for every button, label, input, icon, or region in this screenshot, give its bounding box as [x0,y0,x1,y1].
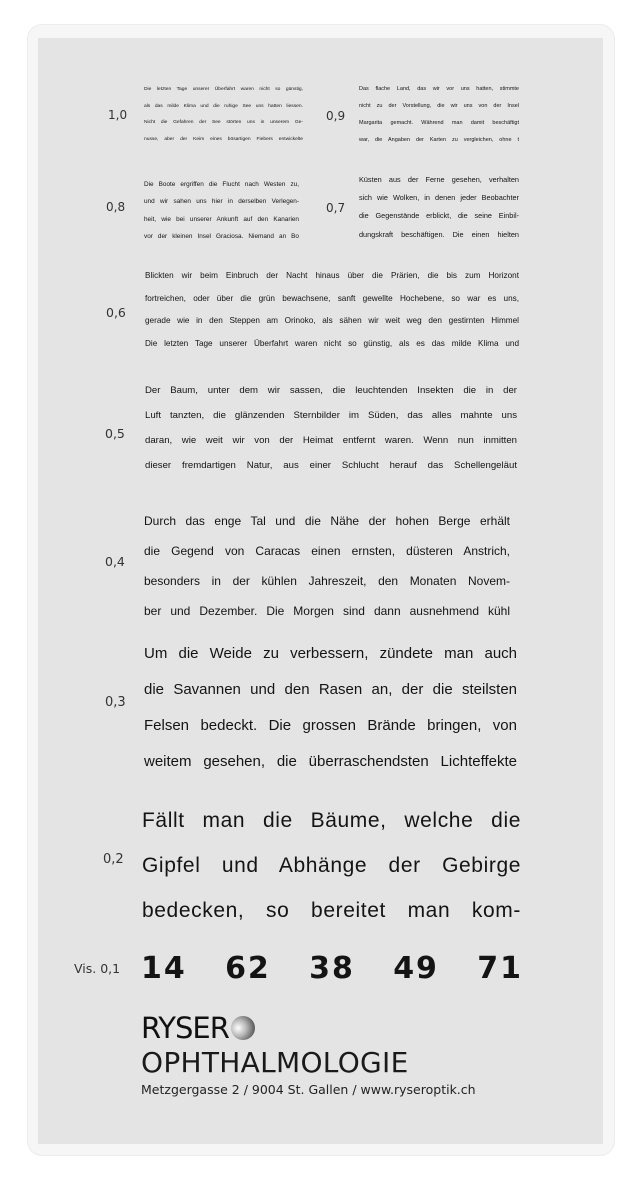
text-line: die Gegend von Caracas einen ernsten, düsteren Anstrich, [144,544,510,558]
text-line: Die Boote ergriffen die Flucht nach Westen zu, [144,181,299,188]
text-block-0-6 [145,265,519,355]
text-line: bedecken, so bereitet man kom- [142,899,521,922]
text-line: Durch das enge Tal und die Nähe der hohen Berge erhält [144,514,510,528]
text-line: und wir sahen uns hier in derselben Verlegen- [144,198,299,206]
acuity-label-0-9: 0,9 [326,109,346,123]
text-line: Fällt man die Bäume, welche die [142,809,521,832]
text-line: die Gegenstände erblickt, die seine Einbil- [359,211,519,221]
text-block-0-2 [142,798,521,933]
text-block-0-3 [144,636,517,780]
text-line: besonders in der kühlen Jahreszeit, den Monaten Novem- [144,574,510,588]
number-optotype: 62 [225,950,271,986]
number-optotype: 71 [477,950,523,986]
text-line: nusse, aber der Keim eines bösartigen Fiebers entwickelte [144,137,303,143]
text-line: Gipfel und Abhänge der Gebirge [142,854,521,877]
acuity-label-0-8: 0,8 [106,200,126,214]
text-line: Um die Weide zu verbessern, zündete man auch [144,645,517,662]
text-line: die Savannen und den Rasen an, der die steilsten [144,681,517,698]
lens-logo-icon [230,1015,256,1041]
text-line: Küsten aus der Ferne gesehen, verhalten [359,175,519,184]
text-line: war, die Angaben der Karten zu vergleichen, ohne t [359,137,519,143]
text-line: Die letzten Tage unserer Überfahrt waren nicht so günstig, als es das milde Klima und [145,338,519,348]
text-line: weitem gesehen, die überraschendsten Lichteffekte [144,753,517,770]
acuity-label-0-1: Vis. 0,1 [74,961,121,976]
text-line: Margarita gemacht. Während man damit beschäftigt [359,120,519,126]
text-line: heit, wie bei unserer Ankunft auf den Kanarien [144,215,299,223]
text-block-0-4 [144,506,510,626]
text-line: Der Baum, unter dem wir sassen, die leuchtenden Insekten die in der [145,385,517,396]
brand-logo [141,1008,256,1048]
text-block-0-7 [359,171,519,244]
text-line: Nicht die Gefahren der See störten uns in unserem Ge- [144,120,303,126]
acuity-label-0-2: 0,2 [103,852,124,867]
text-line: vor der kleinen Insel Graciosa. Niemand an Bo [144,232,299,240]
text-line: Luft tanzten, die glänzenden Sternbilder im Süden, das alles mahnte uns [145,410,517,421]
text-line: dieser fremdartigen Natur, aus einer Schlucht herauf das Schellengeläut [145,460,517,471]
number-optotype: 49 [393,950,439,986]
text-line: nicht zu der Vorstellung, die wir uns von der Insel [359,103,519,109]
text-line: Die letzten Tage unserer Überfahrt waren nicht so günstig, [144,87,303,92]
acuity-label-0-7: 0,7 [326,201,346,215]
text-line: sich wie Wolken, in denen jeder Beobachter [359,193,519,203]
brand-name: RYSER [141,1011,229,1045]
acuity-label-0-4: 0,4 [105,554,125,569]
text-line: dungskraft beschäftigen. Die einen hielten [359,229,519,239]
acuity-label-1-0: 1,0 [108,108,128,122]
text-line: daran, wie weit wir von der Heimat entfernt waren. Wenn nun inmitten [145,435,517,446]
text-block-0-5 [145,378,517,478]
text-block-0-9 [359,81,519,149]
acuity-label-0-6: 0,6 [106,305,126,320]
text-line: gerade wie in den Steppen am Orinoko, als sähen wir weit weg den gestirnten Himmel [145,316,519,325]
text-line: fortreichen, oder über die grün bewachsene, sanft gewellte Hochebene, so war es uns, [145,293,519,303]
text-line: Das flache Land, das wir vor uns hatten, stimmte [359,86,519,92]
brand-address: Metzgergasse 2 / 9004 St. Gallen / www.ryseroptik.ch [141,1082,476,1097]
number-optotype: 38 [309,950,355,986]
number-row [141,946,523,990]
text-line: ber und Dezember. Die Morgen sind dann ausnehmend kühl [144,604,510,618]
text-block-1-0 [144,82,303,149]
acuity-label-0-5: 0,5 [105,426,125,441]
text-block-0-8 [144,176,299,245]
text-line: Blickten wir beim Einbruch der Nacht hinaus über die Prärien, die bis zum Horizont [145,271,519,280]
text-line: als das milde Klima und die ruhige See uns hatten liessen. [144,103,303,109]
text-line: Felsen bedeckt. Die grossen Brände bringen, von [144,717,517,734]
brand-subtitle: OPHTHALMOLOGIE [141,1046,409,1079]
number-optotype: 14 [141,950,187,986]
acuity-label-0-3: 0,3 [105,695,126,710]
